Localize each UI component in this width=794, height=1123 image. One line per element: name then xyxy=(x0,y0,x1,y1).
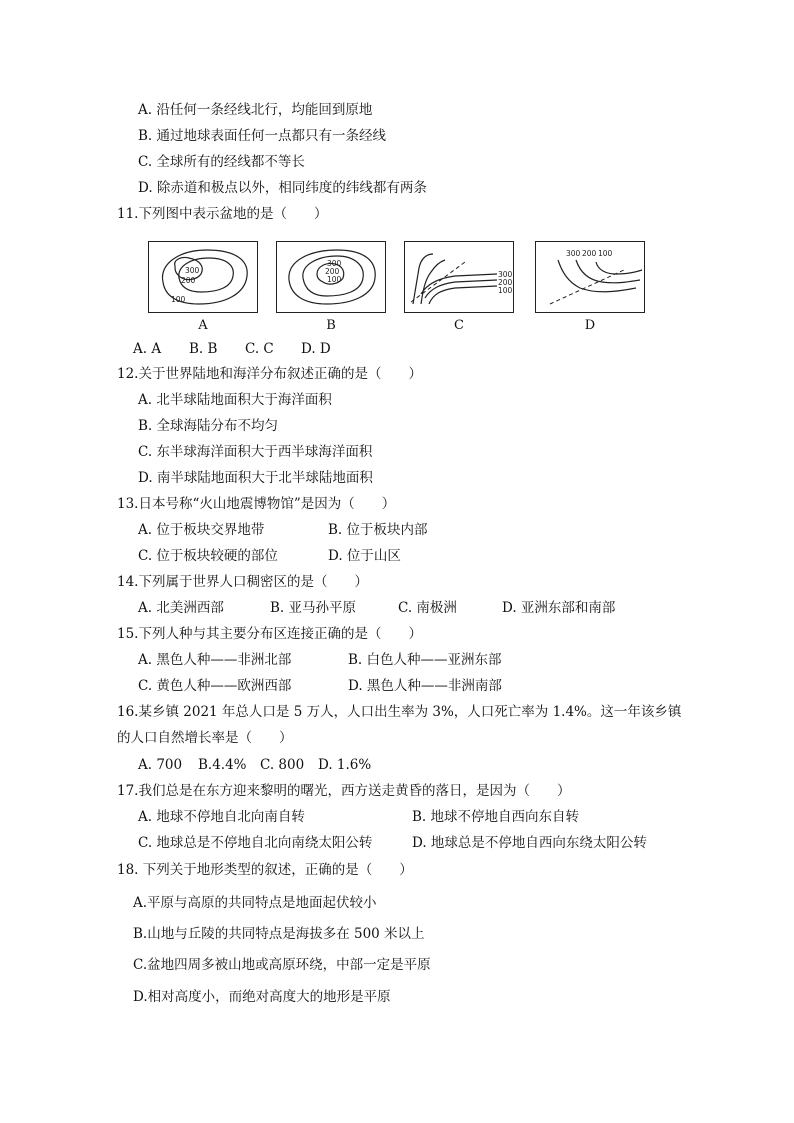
q11-fig-b-label-300: 300 xyxy=(327,259,342,268)
q11-figure-a-label: A xyxy=(198,318,208,333)
q11-figure-d-label: D xyxy=(584,318,596,333)
q10-option-d: D. 除赤道和极点以外，相同纬度的纬线都有两条 xyxy=(138,180,427,196)
q12-stem: 12.关于世界陆地和海洋分布叙述正确的是（ ） xyxy=(117,366,422,382)
q16-option-c: C. 800 xyxy=(260,757,305,773)
q17-option-b: B. 地球不停地自西向东自转 xyxy=(412,809,580,825)
q12-option-b: B. 全球海陆分布不均匀 xyxy=(138,418,279,434)
q11-figure-b-label: B xyxy=(326,318,336,333)
q11-fig-b-label-200: 200 xyxy=(325,267,340,276)
q11-fig-c-label-300: 300 xyxy=(498,270,513,279)
q11-stem: 11.下列图中表示盆地的是（ ） xyxy=(117,206,328,222)
q15-option-b: B. 白色人种——亚洲东部 xyxy=(348,652,502,668)
q16-option-d: D. 1.6% xyxy=(318,757,372,773)
q15-option-d: D. 黑色人种——非洲南部 xyxy=(348,678,502,694)
q11-option-d: D. D xyxy=(301,341,331,357)
q17-option-a: A. 地球不停地自北向南自转 xyxy=(138,809,305,825)
q12-option-c: C. 东半球海洋面积大于西半球海洋面积 xyxy=(138,444,373,460)
q14-option-c: C. 南极洲 xyxy=(398,600,457,616)
q11-fig-a-label-300: 300 xyxy=(185,266,200,275)
q18-option-a: A.平原与高原的共同特点是地面起伏较小 xyxy=(133,895,377,911)
q11-fig-d-label-300: 300 xyxy=(566,249,581,258)
q11-figure-d xyxy=(535,241,645,313)
q11-fig-c-label-200: 200 xyxy=(498,278,513,287)
q10-option-c: C. 全球所有的经线都不等长 xyxy=(138,154,305,170)
q13-option-b: B. 位于板块内部 xyxy=(328,522,428,538)
q18-option-c: C.盆地四周多被山地或高原环绕，中部一定是平原 xyxy=(133,957,431,973)
q15-stem: 15.下列人种与其主要分布区连接正确的是（ ） xyxy=(117,626,422,642)
q17-stem: 17.我们总是在东方迎来黎明的曙光，西方送走黄昏的落日，是因为（ ） xyxy=(117,783,571,799)
q11-figure-c-label: C xyxy=(454,318,464,333)
q11-option-b: B. B xyxy=(189,341,218,357)
q15-option-c: C. 黄色人种——欧洲西部 xyxy=(138,678,292,694)
q17-option-d: D. 地球总是不停地自西向东绕太阳公转 xyxy=(412,835,647,851)
q16-stem-line2: 的人口自然增长率是（ ） xyxy=(117,730,293,746)
q11-figure-c xyxy=(404,241,514,313)
q15-option-a: A. 黑色人种——非洲北部 xyxy=(138,652,292,668)
q18-option-d: D.相对高度小，而绝对高度大的地形是平原 xyxy=(133,989,391,1005)
q11-fig-d-label-200: 200 xyxy=(582,249,597,258)
q11-figure-a xyxy=(148,241,258,313)
q16-option-b: B.4.4% xyxy=(198,757,247,773)
q12-option-d: D. 南半球陆地面积大于北半球陆地面积 xyxy=(138,470,373,486)
q11-fig-a-label-200: 200 xyxy=(181,276,196,285)
q11-fig-d-label-100: 100 xyxy=(598,249,613,258)
q16-option-a: A. 700 xyxy=(138,757,183,773)
q13-option-d: D. 位于山区 xyxy=(328,548,401,564)
q11-fig-c-label-100: 100 xyxy=(498,286,513,295)
q14-option-b: B. 亚马孙平原 xyxy=(270,600,357,616)
q12-option-a: A. 北半球陆地面积大于海洋面积 xyxy=(138,392,332,408)
q14-option-a: A. 北美洲西部 xyxy=(138,600,224,616)
q10-option-a: A. 沿任何一条经线北行，均能回到原地 xyxy=(138,102,373,118)
q18-option-b: B.山地与丘陵的共同特点是海拔多在 500 米以上 xyxy=(133,926,425,942)
q17-option-c: C. 地球总是不停地自北向南绕太阳公转 xyxy=(138,835,373,851)
q11-fig-b-label-100: 100 xyxy=(327,275,342,284)
q10-option-b: B. 通过地球表面任何一点都只有一条经线 xyxy=(138,128,387,144)
q18-stem: 18. 下列关于地形类型的叙述，正确的是（ ） xyxy=(117,862,413,878)
q14-stem: 14.下列属于世界人口稠密区的是（ ） xyxy=(117,574,368,590)
q13-option-a: A. 位于板块交界地带 xyxy=(138,522,265,538)
q13-option-c: C. 位于板块较硬的部位 xyxy=(138,548,278,564)
q11-fig-a-label-100: 100 xyxy=(171,295,186,304)
q11-option-a: A. A xyxy=(133,341,162,357)
q13-stem: 13.日本号称“火山地震博物馆”是因为（ ） xyxy=(117,496,396,512)
q16-stem-line1: 16.某乡镇 2021 年总人口是 5 万人，人口出生率为 3%，人口死亡率为 1.4%。这一年该乡镇 xyxy=(117,704,682,720)
q11-option-c: C. C xyxy=(245,341,274,357)
q11-figure-b xyxy=(276,241,386,313)
q14-option-d: D. 亚洲东部和南部 xyxy=(502,600,616,616)
